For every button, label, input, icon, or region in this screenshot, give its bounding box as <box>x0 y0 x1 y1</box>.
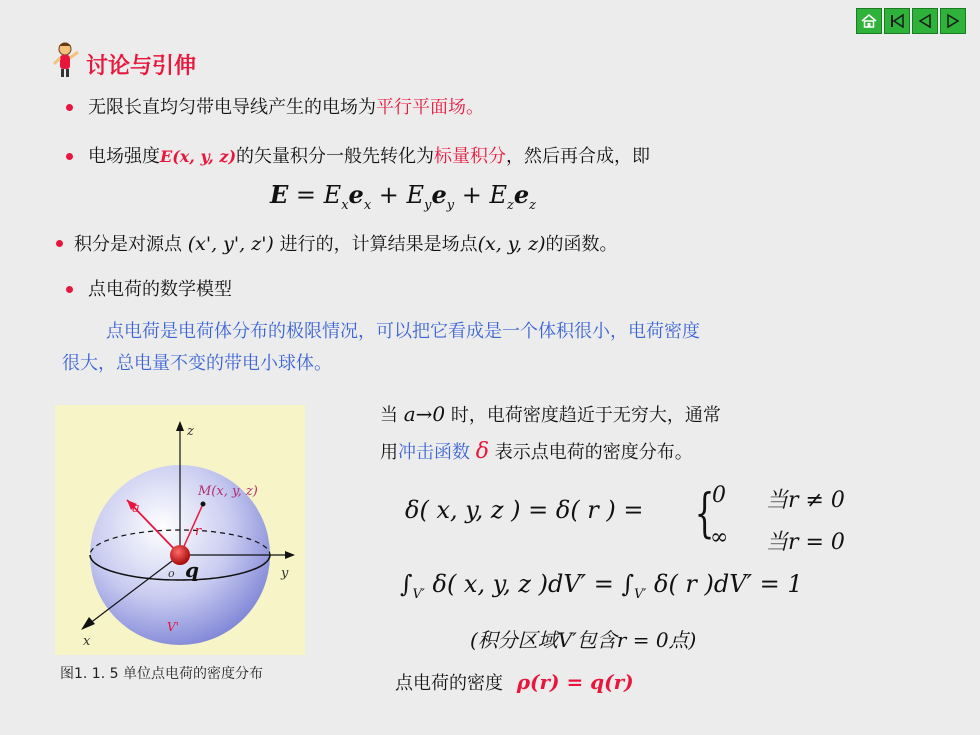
bullet-3-mid: 进行的，计算结果是场点 <box>279 234 478 255</box>
bullet-line-4 <box>88 278 232 302</box>
next-icon <box>944 12 962 30</box>
density-label: 点电荷的密度 <box>395 673 503 694</box>
first-page-icon <box>888 12 906 30</box>
section-header <box>50 40 196 84</box>
bullet-marker <box>66 153 73 160</box>
bullet-marker <box>56 240 63 247</box>
bullet-marker <box>66 104 73 111</box>
section-title: 讨论与引伸 <box>86 53 197 79</box>
z-arrow-icon <box>176 421 184 431</box>
slide-navigation <box>856 8 966 34</box>
delta-symbol: δ <box>475 439 489 464</box>
sphere-figure <box>55 405 305 655</box>
label-x: x <box>83 634 91 649</box>
density-line <box>395 670 634 696</box>
label-o: o <box>168 567 175 580</box>
limit-expression: a→0 <box>403 402 446 426</box>
density-formula: ρ(r) = q(r) <box>516 670 634 694</box>
bullet-marker <box>66 286 73 293</box>
next-page-button[interactable] <box>940 8 966 34</box>
bullet-2-mid: 的矢量积分一般先转化为 <box>236 146 435 167</box>
bullet-2-text: 电场强度 <box>88 146 160 167</box>
label-r: r <box>195 524 202 539</box>
mascot-icon <box>50 40 84 84</box>
integral-identity: $\int_{V'}$ δ( x, y, z )$dV' = \int_{V'}$ δ( r )dV′ = 1 <box>400 570 803 602</box>
case-condition-2: 当r = 0 <box>766 530 845 555</box>
impulse-function: 冲击函数 <box>398 442 470 463</box>
first-page-button[interactable] <box>884 8 910 34</box>
right-1-post: 时，电荷密度趋近于无穷大，通常 <box>450 405 721 426</box>
label-V: V' <box>167 620 179 634</box>
previous-page-button[interactable] <box>912 8 938 34</box>
figure-caption: 图1. 1. 5 单位点电荷的密度分布 <box>60 666 263 682</box>
delta-brace: { <box>694 484 715 544</box>
bullet-4-text: 点电荷的数学模型 <box>88 279 232 300</box>
label-y: y <box>281 566 289 581</box>
case-value-1: 0 <box>712 483 726 508</box>
source-point: (x', y', z') <box>187 233 274 255</box>
paragraph-line-2: 很大，总电量不变的带电小球体。 <box>62 353 332 374</box>
bullet-1-text: 无限长直均匀带电导线产生的电场为 <box>88 97 376 118</box>
home-button[interactable] <box>856 8 882 34</box>
right-1-pre: 当 <box>380 405 398 426</box>
right-2-post: 表示点电荷的密度分布。 <box>494 442 693 463</box>
label-z: z <box>187 424 194 439</box>
bullet-2-end: ，然后再合成，即 <box>506 146 651 167</box>
integration-note: (积分区域V′包含r = 0点) <box>470 628 697 652</box>
bullet-2-highlight: 标量积分 <box>434 146 507 167</box>
y-arrow-icon <box>285 551 295 559</box>
right-2-pre: 用 <box>380 442 398 463</box>
field-point: (x, y, z) <box>477 233 546 255</box>
label-q: q <box>185 558 199 582</box>
label-M: M(x, y, z) <box>198 484 258 499</box>
case-condition-1: 当r ≠ 0 <box>766 488 845 513</box>
bullet-line-1 <box>88 96 484 120</box>
paragraph-line-1: 点电荷是电荷体分布的极限情况，可以把它看成是一个体积很小，电荷密度 <box>106 321 700 342</box>
field-point-marker <box>201 502 206 507</box>
label-a: a <box>132 501 140 516</box>
delta-definition: δ( x, y, z ) = δ( r ) = <box>405 496 644 524</box>
field-function: E(x, y, z) <box>160 147 237 166</box>
bullet-3-text: 积分是对源点 <box>74 234 182 255</box>
bullet-3-end: 的函数。 <box>545 234 618 255</box>
prev-icon <box>916 12 934 30</box>
bullet-1-highlight: 平行平面场。 <box>376 97 484 118</box>
vector-equation: $E = E_xe_x + E_ye_y + E_ze_z$ <box>270 180 536 213</box>
right-line-1 <box>380 402 721 428</box>
case-value-2: ∞ <box>710 525 729 550</box>
charged-sphere-diagram <box>55 405 305 655</box>
bullet-line-2 <box>88 145 650 169</box>
right-line-2 <box>380 440 693 465</box>
x-arrow-icon <box>81 617 95 630</box>
home-icon <box>860 12 878 30</box>
bullet-line-3 <box>74 232 618 257</box>
